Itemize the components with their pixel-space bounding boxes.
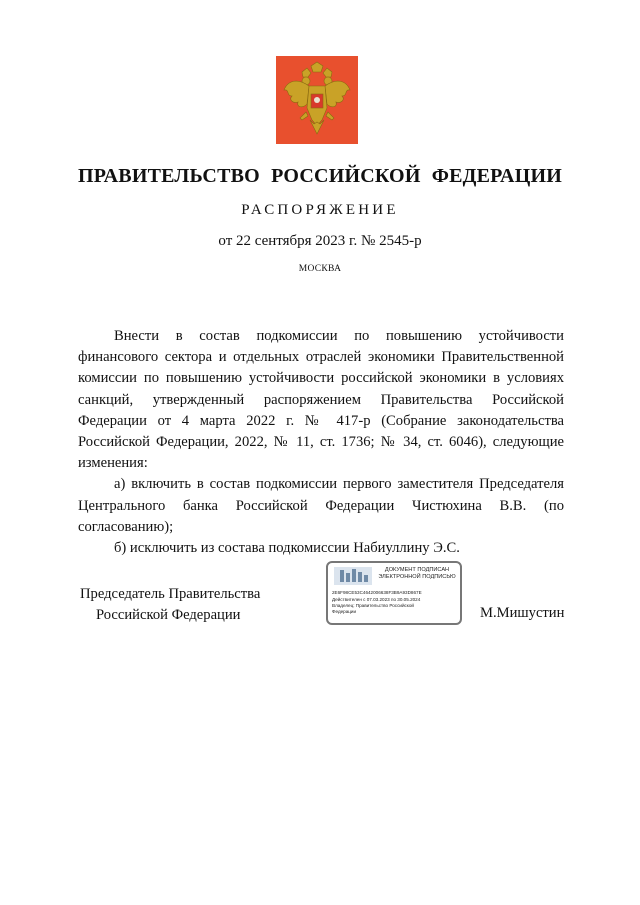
double-headed-eagle-icon (276, 56, 358, 144)
signatory-position (80, 584, 260, 626)
state-emblem (276, 56, 358, 144)
document-date-number: от 22 сентября 2023 г. № 2545-р (218, 233, 422, 249)
document-body (78, 326, 564, 559)
document-city: МОСКВА (298, 264, 342, 274)
stamp-owner-line-1: Владелец: Правительство Российской (332, 603, 414, 608)
signature-emblem-icon (334, 567, 372, 585)
stamp-heading-line-2: ЭЛЕКТРОННОЙ ПОДПИСЬЮ (378, 574, 456, 580)
issuer-title: ПРАВИТЕЛЬСТВО РОССИЙСКОЙ ФЕДЕРАЦИИ (78, 165, 562, 187)
document-type: РАСПОРЯЖЕНИЕ (241, 202, 399, 218)
body-item-b: б) исключить из состава подкомиссии Набиуллину Э.С. (114, 540, 460, 557)
body-paragraph: Внести в состав подкомиссии по повышению устойчивости финансового сектора и отдельных отраслей экономики Правительственной комиссии по повышению устойчивости российской экономики в условиях санкций, утвержденный распоряжением Правительства Российской Федерации от 4 марта 2022 г. № 417-р (Собрание законодательства Российской Федерации, 2022, № 11, ст. 1736; № 34, ст. 6046), следующие изменения: (78, 328, 564, 472)
signatory-name: М.Мишустин (480, 605, 565, 621)
stamp-heading-line-1: ДОКУМЕНТ ПОДПИСАН (384, 567, 450, 573)
stamp-heading (374, 567, 460, 581)
signatory-position-line-2: Российской Федерации (96, 607, 241, 623)
body-item-a: а) включить в состав подкомиссии первого заместителя Председателя Центрального банка Российской Федерации Чистюхина В.В. (по согласованию); (78, 476, 564, 535)
stamp-certificate: 2E6F98CE53C4642006638F3B9A93D867E (332, 590, 422, 595)
signatory-position-line-1: Председатель Правительства (80, 586, 261, 602)
electronic-signature-stamp (326, 561, 462, 625)
stamp-owner-line-2: Федерации (332, 609, 357, 614)
stamp-validity: Действителен с 07.03.2023 по 30.05.2024 (332, 597, 421, 602)
